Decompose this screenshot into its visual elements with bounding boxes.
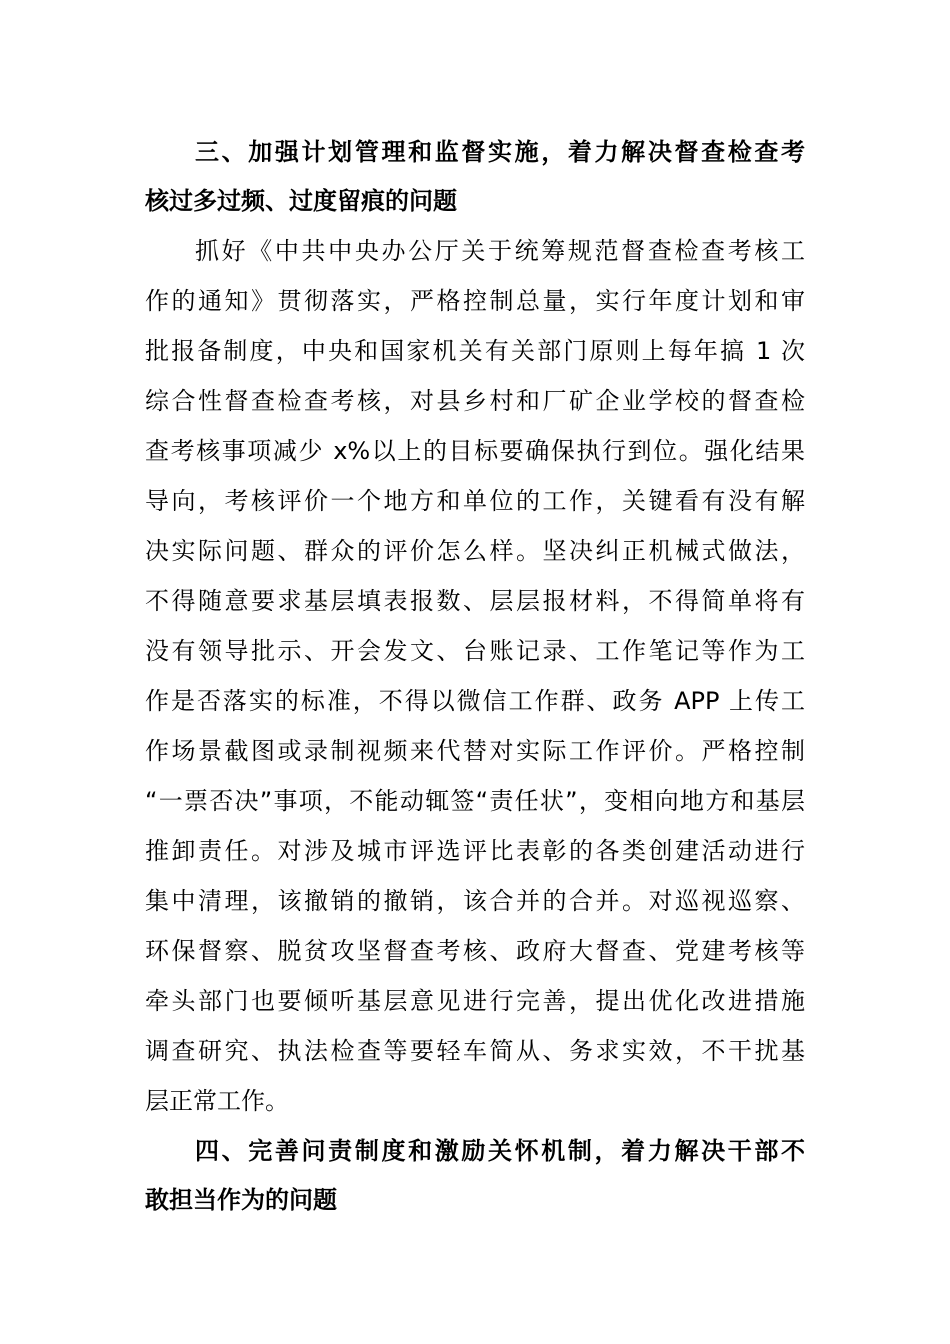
body-line <box>0 836 950 866</box>
heading-text: 核过多过频、过度留痕的问题 <box>145 187 457 215</box>
section3-heading-line-2 <box>0 186 950 216</box>
heading-text: 敢担当作为的问题 <box>145 1186 337 1214</box>
body-text: “一票否决”事项，不能动辄签“责任状”，变相向地方和基层 <box>145 787 805 815</box>
body-line <box>0 486 950 516</box>
body-line <box>0 436 950 466</box>
section3-heading-line-1 <box>0 137 950 167</box>
body-line <box>0 886 950 916</box>
body-line <box>0 336 950 366</box>
body-line <box>0 936 950 966</box>
body-text: 集中清理，该撤销的撤销，该合并的合并。对巡视巡察、 <box>145 887 805 915</box>
body-text: 决实际问题、群众的评价怎么样。坚决纠正机械式做法， <box>145 537 805 565</box>
body-text: 层正常工作。 <box>145 1087 289 1115</box>
body-line <box>0 286 950 316</box>
body-line <box>0 736 950 766</box>
section4-heading-line-1 <box>0 1136 950 1166</box>
body-line <box>0 1086 950 1116</box>
body-text: 综合性督查检查考核，对县乡村和厂矿企业学校的督查检 <box>145 387 805 415</box>
body-text: 抓好《中共中央办公厅关于统筹规范督查检查考核工 <box>195 237 805 265</box>
body-line <box>0 636 950 666</box>
body-text: 牵头部门也要倾听基层意见进行完善，提出优化改进措施 <box>145 987 805 1015</box>
body-text: 导向，考核评价一个地方和单位的工作，关键看有没有解 <box>145 487 805 515</box>
body-line <box>0 786 950 816</box>
body-line <box>0 986 950 1016</box>
body-text: 查考核事项减少 x%以上的目标要确保执行到位。强化结果 <box>145 437 805 465</box>
body-line <box>0 236 950 266</box>
body-text: 批报备制度，中央和国家机关有关部门原则上每年搞 1 次 <box>145 337 805 365</box>
body-line <box>0 386 950 416</box>
heading-text: 四、完善问责制度和激励关怀机制，着力解决干部不 <box>195 1137 805 1165</box>
body-text: 作是否落实的标准，不得以微信工作群、政务 APP 上传工 <box>145 687 805 715</box>
body-text: 不得随意要求基层填表报数、层层报材料，不得简单将有 <box>145 587 805 615</box>
body-text: 环保督察、脱贫攻坚督查考核、政府大督查、党建考核等 <box>145 937 805 965</box>
body-text: 推卸责任。对涉及城市评选评比表彰的各类创建活动进行 <box>145 837 805 865</box>
body-line <box>0 586 950 616</box>
heading-text: 三、加强计划管理和监督实施，着力解决督查检查考 <box>195 138 805 166</box>
body-text: 没有领导批示、开会发文、台账记录、工作笔记等作为工 <box>145 637 805 665</box>
body-text: 作的通知》贯彻落实，严格控制总量，实行年度计划和审 <box>145 287 805 315</box>
body-line <box>0 536 950 566</box>
body-line <box>0 686 950 716</box>
body-text: 调查研究、执法检查等要轻车简从、务求实效，不干扰基 <box>145 1037 805 1065</box>
body-line <box>0 1036 950 1066</box>
section4-heading-line-2 <box>0 1185 950 1215</box>
body-text: 作场景截图或录制视频来代替对实际工作评价。严格控制 <box>145 737 805 765</box>
